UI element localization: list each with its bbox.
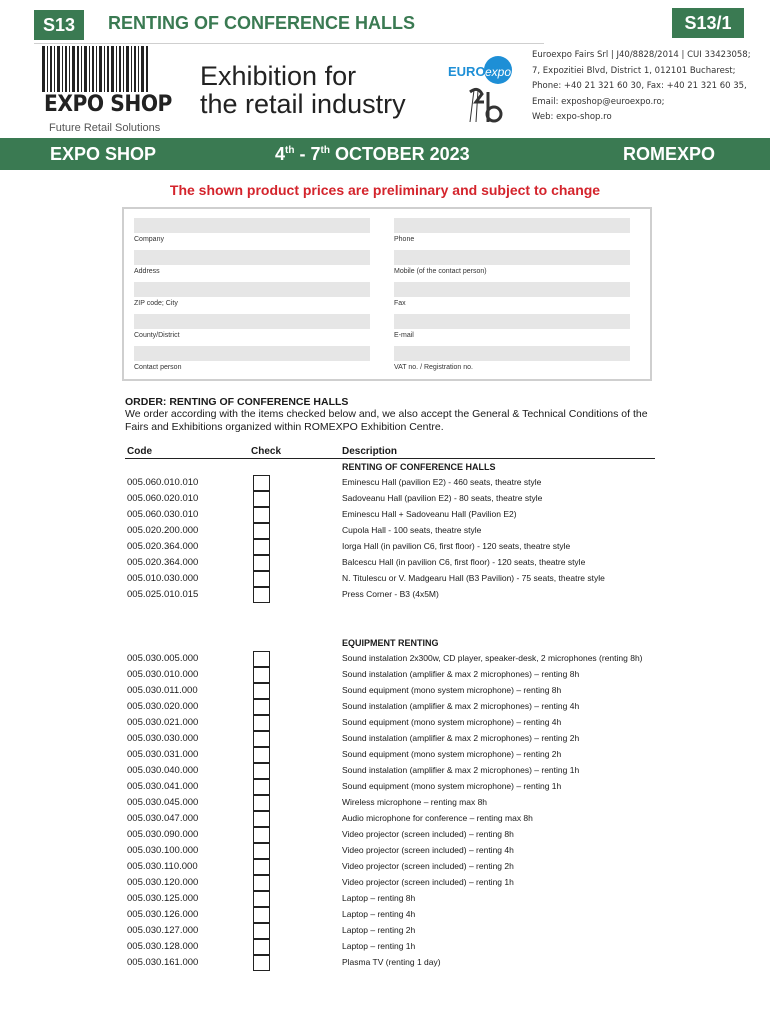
item-code: 005.030.041.000: [127, 781, 199, 792]
item-description: Eminescu Hall + Sadoveanu Hall (Pavilion E2): [342, 509, 517, 519]
item-checkbox[interactable]: [253, 907, 270, 923]
barcode-logo-icon: [40, 46, 152, 94]
section-tag: S13: [34, 10, 84, 40]
item-checkbox[interactable]: [253, 523, 270, 539]
form-field-right-0[interactable]: [394, 218, 630, 233]
form-label-right-4: VAT no. / Registration no.: [394, 364, 473, 371]
item-row: [0, 539, 770, 555]
item-checkbox[interactable]: [253, 843, 270, 859]
item-description: Sound instalation (amplifier & max 2 microphones) – renting 1h: [342, 765, 580, 775]
organizer-contact-block: [532, 48, 751, 126]
item-checkbox[interactable]: [253, 715, 270, 731]
item-code: 005.030.161.000: [127, 957, 199, 968]
event-venue: ROMEXPO: [623, 144, 716, 164]
euroexpo-logo-text-a: EURO: [448, 64, 486, 79]
event-band: [0, 138, 770, 170]
item-code: 005.030.005.000: [127, 653, 199, 664]
item-checkbox[interactable]: [253, 939, 270, 955]
form-field-left-2[interactable]: [134, 282, 370, 297]
item-row: [0, 955, 770, 971]
item-description: Sound equipment (mono system microphone) – renting 1h: [342, 781, 562, 791]
item-description: Laptop – renting 2h: [342, 925, 416, 935]
item-row: [0, 811, 770, 827]
form-field-right-3[interactable]: [394, 314, 630, 329]
form-label-left-4: Contact person: [134, 364, 182, 371]
item-description: Video projector (screen included) – renting 1h: [342, 877, 514, 887]
item-row: [0, 875, 770, 891]
item-code: 005.030.031.000: [127, 749, 199, 760]
item-checkbox[interactable]: [253, 859, 270, 875]
form-label-right-0: Phone: [394, 236, 415, 243]
logo-tagline: Future Retail Solutions: [49, 122, 161, 134]
item-row: [0, 731, 770, 747]
item-code: 005.030.047.000: [127, 813, 199, 824]
date-start-suffix: th: [285, 145, 295, 156]
item-checkbox[interactable]: [253, 875, 270, 891]
item-code: 005.030.110.000: [127, 861, 198, 872]
item-row: [0, 843, 770, 859]
title-divider: [34, 43, 544, 44]
price-notice: The shown product prices are preliminary and subject to change: [169, 182, 601, 198]
item-checkbox[interactable]: [253, 587, 270, 603]
item-checkbox[interactable]: [253, 539, 270, 555]
item-row: [0, 923, 770, 939]
item-row: [0, 859, 770, 875]
euroexpo-logo-icon: [448, 56, 514, 126]
item-description: Cupola Hall - 100 seats, theatre style: [342, 525, 482, 535]
item-description: Laptop – renting 4h: [342, 909, 416, 919]
item-checkbox[interactable]: [253, 747, 270, 763]
page-title: RENTING OF CONFERENCE HALLS: [108, 13, 416, 33]
item-checkbox[interactable]: [253, 891, 270, 907]
event-name: EXPO SHOP: [50, 144, 157, 164]
item-checkbox[interactable]: [253, 923, 270, 939]
item-code: 005.030.100.000: [127, 845, 199, 856]
form-label-left-3: County/District: [134, 332, 180, 339]
item-row: [0, 571, 770, 587]
item-checkbox[interactable]: [253, 827, 270, 843]
exhibition-headline: [200, 62, 406, 118]
contact-line-phone: Phone: +40 21 321 60 30, Fax: +40 21 321 60 35,: [532, 81, 747, 91]
item-row: [0, 507, 770, 523]
form-label-right-1: Mobile (of the contact person): [394, 268, 487, 275]
item-row: [0, 907, 770, 923]
item-code: 005.060.030.010: [127, 509, 199, 520]
contact-line-address: 7, Expozitiei Blvd, District 1, 012101 Bucharest;: [532, 65, 736, 76]
item-row: [0, 587, 770, 603]
item-row: [0, 779, 770, 795]
item-code: 005.020.364.000: [127, 557, 199, 568]
item-row: [0, 827, 770, 843]
item-checkbox[interactable]: [253, 475, 270, 491]
item-checkbox[interactable]: [253, 699, 270, 715]
item-checkbox[interactable]: [253, 507, 270, 523]
date-start-day: 4: [275, 144, 286, 164]
column-header-check: Check: [251, 446, 282, 457]
section-title: RENTING OF CONFERENCE HALLS: [342, 462, 496, 472]
item-description: Press Corner - B3 (4x5M): [342, 589, 439, 599]
item-code: 005.030.040.000: [127, 765, 199, 776]
item-description: Video projector (screen included) – renting 4h: [342, 845, 514, 855]
column-header-rule: [125, 458, 655, 459]
expo-shop-logo: EXPO SHOP: [44, 92, 172, 117]
item-checkbox[interactable]: [253, 795, 270, 811]
item-row: [0, 699, 770, 715]
event-dates: [275, 144, 470, 165]
item-description: Eminescu Hall (pavilion E2) - 460 seats, theatre style: [342, 477, 542, 487]
item-code: 005.060.010.010: [127, 477, 199, 488]
column-header-code: Code: [127, 446, 152, 457]
item-code: 005.020.200.000: [127, 525, 199, 536]
form-label-right-2: Fax: [394, 300, 406, 307]
form-field-right-2[interactable]: [394, 282, 630, 297]
form-field-left-4[interactable]: [134, 346, 370, 361]
form-field-right-1[interactable]: [394, 250, 630, 265]
item-row: [0, 555, 770, 571]
item-code: 005.030.021.000: [127, 717, 199, 728]
item-checkbox[interactable]: [253, 571, 270, 587]
item-code: 005.030.090.000: [127, 829, 199, 840]
item-description: Sound instalation (amplifier & max 2 microphones) – renting 4h: [342, 701, 580, 711]
item-description: Sadoveanu Hall (pavilion E2) - 80 seats, theatre style: [342, 493, 543, 503]
contact-line-web: Web: expo-shop.ro: [532, 112, 612, 122]
item-description: Sound equipment (mono system microphone) – renting 4h: [342, 717, 562, 727]
item-description: Plasma TV (renting 1 day): [342, 957, 441, 967]
item-description: Iorga Hall (in pavilion C6, first floor) - 120 seats, theatre style: [342, 541, 571, 551]
item-checkbox[interactable]: [253, 491, 270, 507]
item-row: [0, 763, 770, 779]
item-checkbox[interactable]: [253, 955, 270, 971]
item-code: 005.030.045.000: [127, 797, 199, 808]
item-code: 005.030.020.000: [127, 701, 199, 712]
item-code: 005.030.120.000: [127, 877, 199, 888]
item-description: N. Titulescu or V. Madgearu Hall (B3 Pavilion) - 75 seats, theatre style: [342, 573, 605, 583]
item-row: [0, 715, 770, 731]
item-checkbox[interactable]: [253, 683, 270, 699]
item-description: Laptop – renting 1h: [342, 941, 416, 951]
item-code: 005.030.125.000: [127, 893, 199, 904]
form-label-left-2: ZIP code; City: [134, 300, 178, 307]
form-field-left-0[interactable]: [134, 218, 370, 233]
order-heading: ORDER: RENTING OF CONFERENCE HALLS: [125, 396, 349, 408]
item-description: Balcescu Hall (in pavilion C6, first floor) - 120 seats, theatre style: [342, 557, 586, 567]
item-row: [0, 795, 770, 811]
item-row: [0, 667, 770, 683]
date-month-year: OCTOBER 2023: [329, 144, 470, 164]
item-row: [0, 683, 770, 699]
item-row: [0, 523, 770, 539]
column-header-description: Description: [342, 446, 398, 457]
item-checkbox[interactable]: [253, 555, 270, 571]
item-code: 005.030.127.000: [127, 925, 199, 936]
item-code: 005.060.020.010: [127, 493, 199, 504]
item-code: 005.030.126.000: [127, 909, 199, 920]
item-description: Wireless microphone – renting max 8h: [342, 797, 488, 807]
headline-line-2: the retail industry: [200, 89, 406, 119]
item-checkbox[interactable]: [253, 763, 270, 779]
item-row: [0, 475, 770, 491]
form-field-right-4[interactable]: [394, 346, 630, 361]
page-number-tag: S13/1: [672, 8, 744, 38]
contact-line-company: Euroexpo Fairs Srl | J40/8828/2014 | CUI 33423058;: [532, 50, 751, 60]
contact-line-email: Email: exposhop@euroexpo.ro;: [532, 96, 665, 107]
section-title: EQUIPMENT RENTING: [342, 638, 439, 648]
item-code: 005.030.010.000: [127, 669, 199, 680]
item-code: 005.020.364.000: [127, 541, 199, 552]
item-code: 005.030.030.000: [127, 733, 199, 744]
item-row: [0, 747, 770, 763]
item-description: Sound instalation 2x300w, CD player, speaker-desk, 2 microphones (renting 8h): [342, 653, 643, 663]
item-description: Sound instalation (amplifier & max 2 microphones) – renting 2h: [342, 733, 580, 743]
headline-line-1: Exhibition for: [200, 61, 357, 91]
item-description: Audio microphone for conference – renting max 8h: [342, 813, 533, 823]
item-description: Video projector (screen included) – renting 2h: [342, 861, 514, 871]
item-code: 005.030.128.000: [127, 941, 199, 952]
item-row: [0, 491, 770, 507]
date-end-suffix: th: [320, 145, 330, 156]
item-description: Video projector (screen included) – renting 8h: [342, 829, 514, 839]
item-code: 005.025.010.015: [127, 589, 199, 600]
item-checkbox[interactable]: [253, 731, 270, 747]
euroexpo-logo-text-b: expo: [485, 65, 512, 79]
item-code: 005.010.030.000: [127, 573, 199, 584]
item-description: Sound equipment (mono system microphone) – renting 2h: [342, 749, 562, 759]
item-checkbox[interactable]: [253, 811, 270, 827]
item-checkbox[interactable]: [253, 667, 270, 683]
item-row: [0, 891, 770, 907]
item-code: 005.030.011.000: [127, 685, 198, 696]
item-description: Sound equipment (mono system microphone) – renting 8h: [342, 685, 562, 695]
form-label-left-0: Company: [134, 236, 164, 243]
item-description: Laptop – renting 8h: [342, 893, 416, 903]
item-checkbox[interactable]: [253, 779, 270, 795]
form-field-left-3[interactable]: [134, 314, 370, 329]
form-field-left-1[interactable]: [134, 250, 370, 265]
item-checkbox[interactable]: [253, 651, 270, 667]
date-end-day: - 7: [294, 144, 321, 164]
item-description: Sound instalation (amplifier & max 2 microphones) – renting 8h: [342, 669, 580, 679]
item-row: [0, 939, 770, 955]
form-label-right-3: E-mail: [394, 332, 414, 339]
order-terms-text: We order according with the items checked below and, we also accept the General & Technical Conditions of the Fairs and Exhibitions organized within ROMEXPO Exhibition Centre.: [125, 408, 648, 433]
form-label-left-1: Address: [134, 268, 160, 275]
item-row: [0, 651, 770, 667]
